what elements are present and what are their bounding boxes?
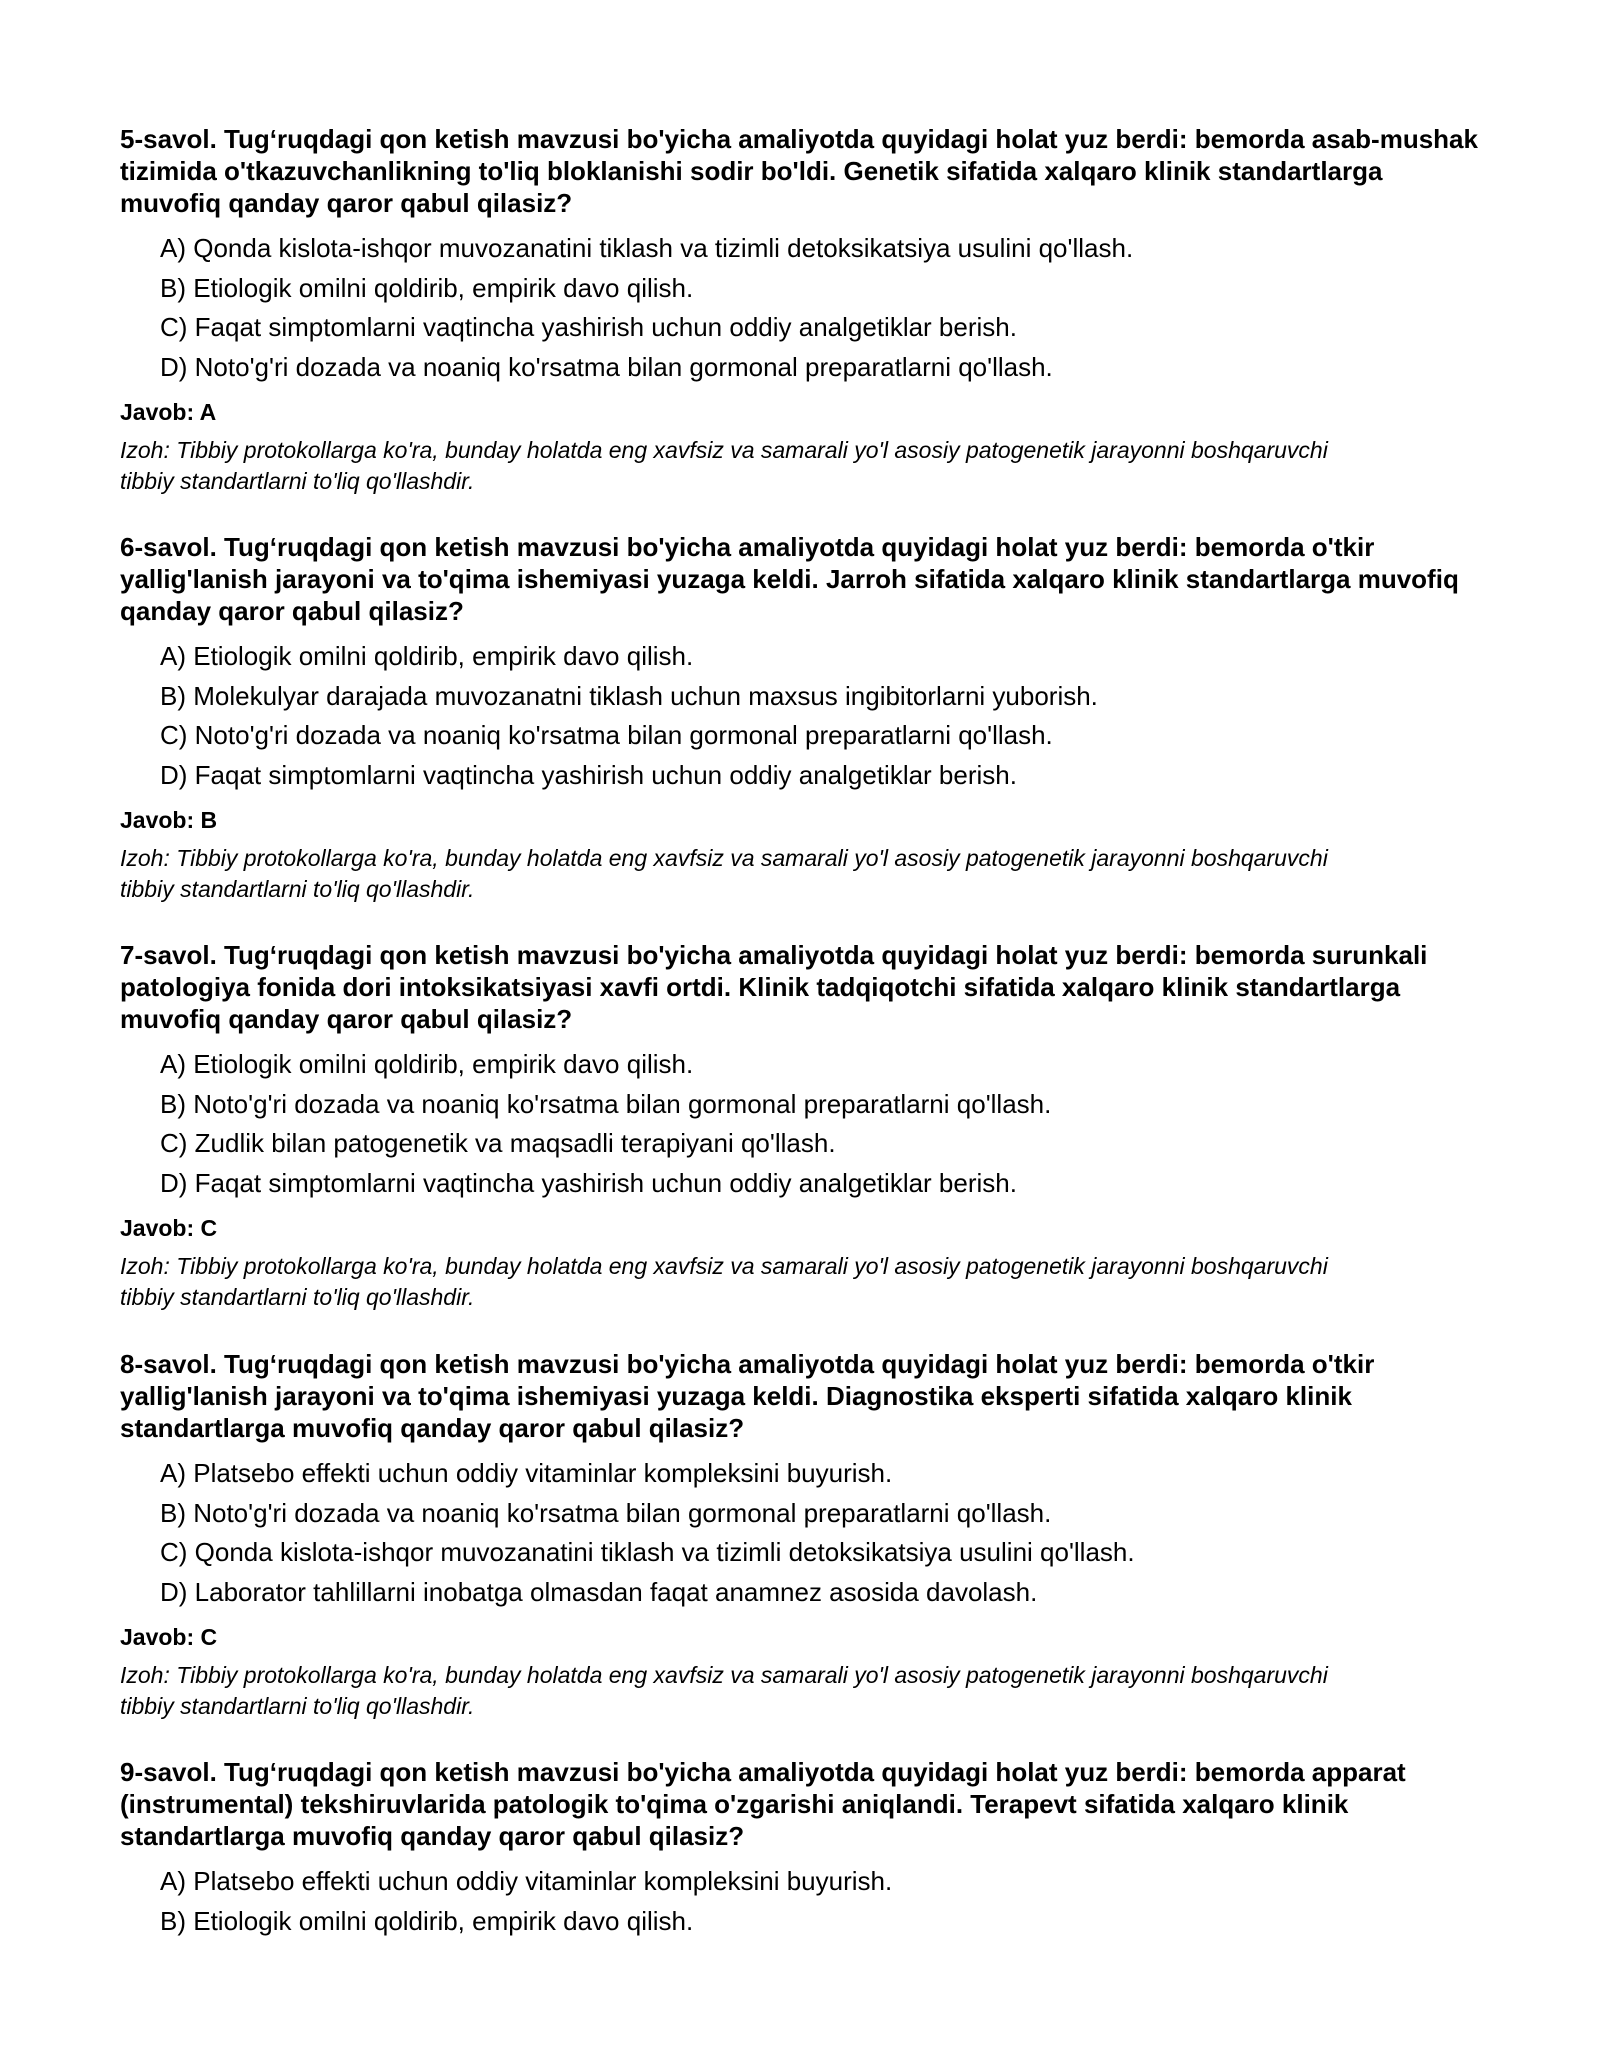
question-block-8 (120, 1348, 1490, 1722)
answer-label: Javob: B (120, 807, 218, 833)
explanation-text: Izoh: Tibbiy protokollarga ko'ra, bunday holatda eng xavfsiz va samarali yo'l asosiy patogenetik jarayonni boshqaruvchi tibbiy standartlarni to'liq qo'llashdir. (120, 1253, 1328, 1310)
answer-label: Javob: A (120, 399, 217, 425)
question-title: 8-savol. Tug‘ruqdagi qon ketish mavzusi bo'yicha amaliyotda quyidagi holat yuz berdi: bemorda o'tkir yallig'lanish jarayoni va to'qima ishemiyasi yuzaga keldi. Diagnostika eksperti sifatida xalqaro klinik standartlarga muvofiq qanday qaror qabul qilasiz? (120, 1349, 1375, 1443)
question-block-5 (120, 123, 1490, 497)
option-list (160, 637, 1490, 795)
question-title: 7-savol. Tug‘ruqdagi qon ketish mavzusi bo'yicha amaliyotda quyidagi holat yuz berdi: bemorda surunkali patologiya fonida dori intoksikatsiyasi xavfi ortdi. Klinik tadqiqotchi sifatida xalqaro klinik standartlarga muvofiq qanday qaror qabul qilasiz? (120, 940, 1428, 1034)
question-title: 9-savol. Tug‘ruqdagi qon ketish mavzusi bo'yicha amaliyotda quyidagi holat yuz berdi: bemorda apparat (instrumental) tekshiruvlarida patologik to'qima o'zgarishi aniqlandi. Terapevt sifatida xalqaro klinik standartlarga muvofiq qanday qaror qabul qilasiz? (120, 1757, 1406, 1851)
option-a: A) Etiologik omilni qoldirib, empirik davo qilish. (160, 641, 694, 671)
explanation-text: Izoh: Tibbiy protokollarga ko'ra, bunday holatda eng xavfsiz va samarali yo'l asosiy patogenetik jarayonni boshqaruvchi tibbiy standartlarni to'liq qo'llashdir. (120, 1662, 1328, 1719)
option-list (160, 1454, 1490, 1612)
option-b: B) Molekulyar darajada muvozanatni tiklash uchun maxsus ingibitorlarni yuborish. (160, 680, 1098, 711)
option-a: A) Qonda kislota-ishqor muvozanatini tiklash va tizimli detoksikatsiya usulini qo'llash. (160, 233, 1134, 263)
option-d: D) Faqat simptomlarni vaqtincha yashirish uchun oddiy analgetiklar berish. (160, 759, 1017, 790)
question-title: 6-savol. Tug‘ruqdagi qon ketish mavzusi bo'yicha amaliyotda quyidagi holat yuz berdi: bemorda o'tkir yallig'lanish jarayoni va to'qima ishemiyasi yuzaga keldi. Jarroh sifatida xalqaro klinik standartlarga muvofiq qanday qaror qabul qilasiz? (120, 532, 1459, 626)
option-b: B) Etiologik omilni qoldirib, empirik davo qilish. (160, 272, 694, 303)
answer-label: Javob: C (120, 1215, 218, 1241)
question-block-6 (120, 531, 1490, 905)
option-a: A) Platsebo effekti uchun oddiy vitaminlar kompleksini buyurish. (160, 1458, 893, 1488)
option-a: A) Platsebo effekti uchun oddiy vitaminlar kompleksini buyurish. (160, 1866, 893, 1896)
option-d: D) Noto'g'ri dozada va noaniq ko'rsatma bilan gormonal preparatlarni qo'llash. (160, 351, 1053, 382)
option-list (160, 229, 1490, 387)
option-b: B) Noto'g'ri dozada va noaniq ko'rsatma bilan gormonal preparatlarni qo'llash. (160, 1088, 1052, 1119)
question-title: 5-savol. Tug‘ruqdagi qon ketish mavzusi bo'yicha amaliyotda quyidagi holat yuz berdi: bemorda asab-mushak tizimida o'tkazuvchanlikning to'liq bloklanishi sodir bo'ldi. Genetik sifatida xalqaro klinik standartlarga muvofiq qanday qaror qabul qilasiz? (120, 124, 1478, 218)
option-d: D) Laborator tahlillarni inobatga olmasdan faqat anamnez asosida davolash. (160, 1576, 1038, 1607)
option-list (160, 1045, 1490, 1203)
option-b: B) Etiologik omilni qoldirib, empirik davo qilish. (160, 1905, 694, 1936)
option-c: C) Qonda kislota-ishqor muvozanatini tiklash va tizimli detoksikatsiya usulini qo'llash. (160, 1537, 1135, 1567)
option-c: C) Zudlik bilan patogenetik va maqsadli terapiyani qo'llash. (160, 1128, 836, 1158)
question-block-7 (120, 939, 1490, 1313)
option-b: B) Noto'g'ri dozada va noaniq ko'rsatma bilan gormonal preparatlarni qo'llash. (160, 1497, 1052, 1528)
option-list (160, 1862, 1490, 1941)
answer-label: Javob: C (120, 1624, 218, 1650)
option-d: D) Faqat simptomlarni vaqtincha yashirish uchun oddiy analgetiklar berish. (160, 1167, 1017, 1198)
option-c: C) Noto'g'ri dozada va noaniq ko'rsatma bilan gormonal preparatlarni qo'llash. (160, 720, 1053, 750)
explanation-text: Izoh: Tibbiy protokollarga ko'ra, bunday holatda eng xavfsiz va samarali yo'l asosiy patogenetik jarayonni boshqaruvchi tibbiy standartlarni to'liq qo'llashdir. (120, 845, 1328, 902)
explanation-text: Izoh: Tibbiy protokollarga ko'ra, bunday holatda eng xavfsiz va samarali yo'l asosiy patogenetik jarayonni boshqaruvchi tibbiy standartlarni to'liq qo'llashdir. (120, 437, 1328, 494)
question-block-9 (120, 1756, 1490, 1941)
option-c: C) Faqat simptomlarni vaqtincha yashirish uchun oddiy analgetiklar berish. (160, 312, 1017, 342)
option-a: A) Etiologik omilni qoldirib, empirik davo qilish. (160, 1049, 694, 1079)
